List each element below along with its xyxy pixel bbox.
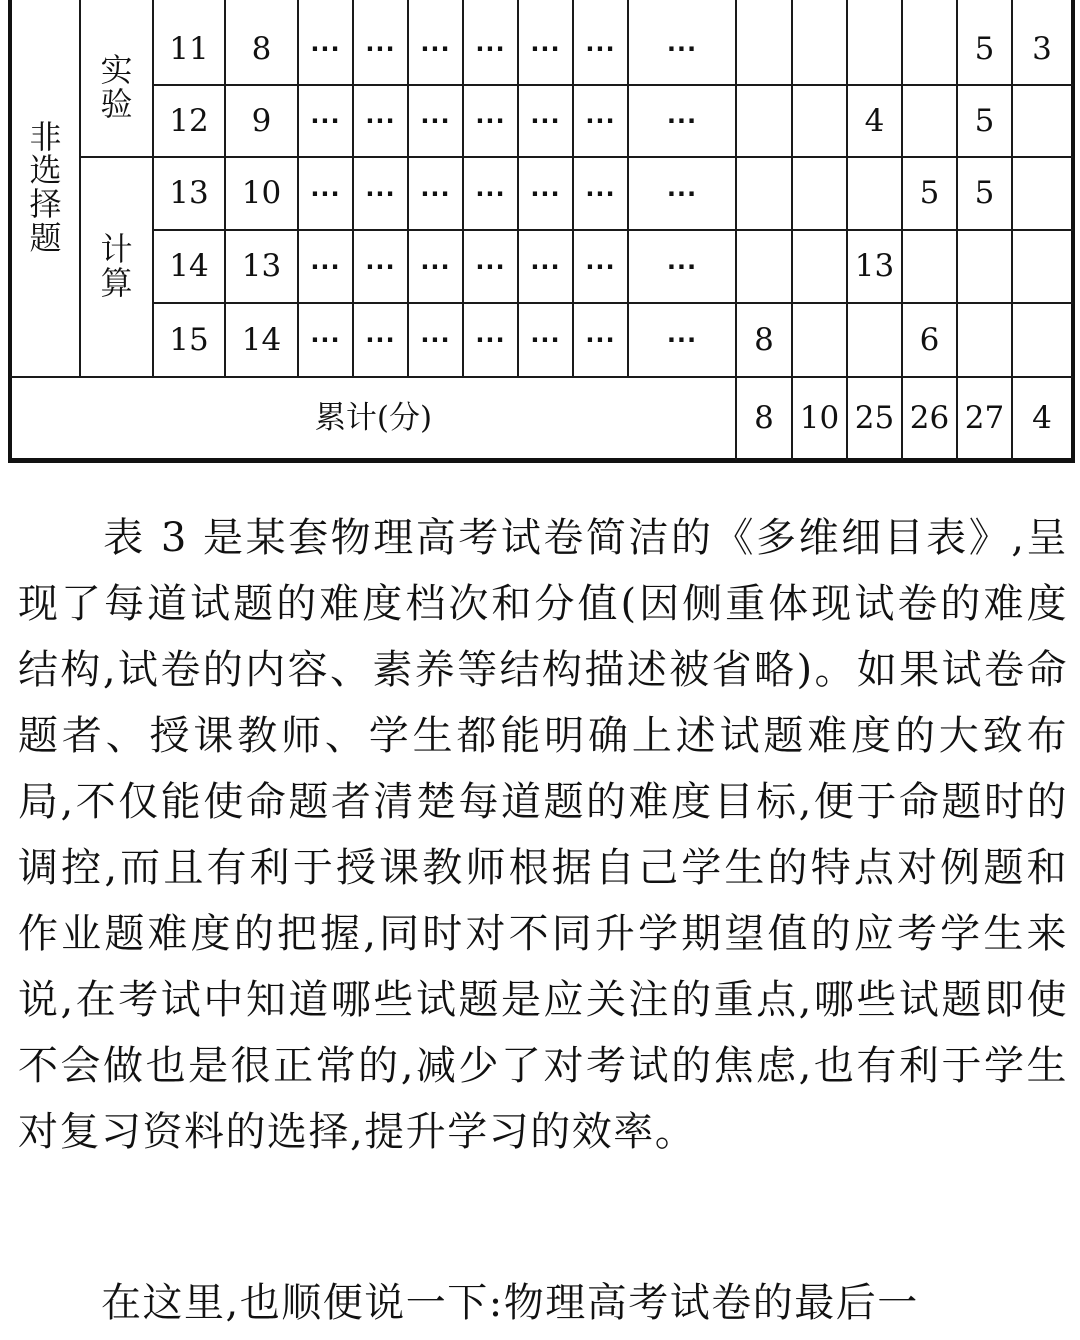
score-cell: [903, 86, 956, 156]
score-cell: [958, 304, 1011, 376]
total-cell: 10: [799, 399, 840, 436]
body-paragraph: 表 3 是某套物理高考试卷简洁的《多维细目表》,呈现了每道试题的难度档次和分值(因侧重体现试卷的难度结构,试卷的内容、素养等结构描述被省略)。如果试卷命题者、授课教师、学生都能明确上述试题难度的大致布局,不仅能使命题者清楚每道题的难度目标,便于命题时的调控,而且有利于授课教师根据自己学生的特点对例题和作业题难度的把握,同时对不同升学期望值的应考学生来说,在考试中知道哪些试题是应关注的重点,哪些试题即使不会做也是很正常的,减少了对考试的焦虑,也有利于学生对复习资料的选择,提升学习的效率。: [18, 515, 1068, 1155]
table-border-right: [1071, 0, 1075, 462]
subcategory-calculation: 计 算: [100, 230, 133, 302]
score-cell: [903, 14, 956, 84]
score-cell: [1013, 86, 1071, 156]
score-cell: 8: [754, 321, 774, 358]
score-cell: [1013, 231, 1071, 302]
ellipsis-cell: ···: [420, 179, 451, 208]
total-cell: 27: [964, 399, 1005, 436]
category-non-choice: 非 选 择 题: [29, 117, 62, 257]
question-number: 12: [169, 102, 209, 139]
score-cell: [793, 14, 846, 84]
score-cell: [737, 158, 791, 229]
ellipsis-cell: ···: [530, 179, 561, 208]
question-index: 10: [241, 175, 282, 211]
ellipsis-cell: ···: [530, 326, 561, 354]
score-cell: [737, 231, 791, 302]
score-cell: [793, 158, 846, 229]
question-index: 8: [251, 30, 272, 67]
ellipsis-cell: ···: [365, 35, 396, 63]
ellipsis-cell: ···: [365, 179, 396, 208]
score-cell: 5: [974, 30, 995, 67]
ellipsis-cell: ···: [365, 107, 396, 135]
subcategory-experiment: 实 验: [100, 51, 133, 123]
ellipsis-cell: ···: [420, 107, 451, 135]
ellipsis-cell: ···: [475, 252, 506, 281]
score-cell: 5: [919, 175, 940, 211]
question-index: 14: [241, 321, 282, 358]
ellipsis-cell: ···: [530, 252, 561, 281]
score-cell: [793, 231, 846, 302]
score-cell: [1013, 158, 1071, 229]
total-label: 累计(分): [314, 399, 433, 436]
score-cell: [903, 231, 956, 302]
ellipsis-cell: ···: [310, 107, 341, 135]
ellipsis-cell: ···: [666, 35, 698, 63]
score-cell: 13: [854, 248, 895, 284]
ellipsis-cell: ···: [420, 326, 451, 354]
score-cell: [793, 86, 846, 156]
total-cell: 25: [854, 399, 895, 436]
score-cell: 6: [919, 321, 940, 358]
difficulty-table: [0, 0, 1080, 470]
ellipsis-cell: ···: [666, 179, 698, 208]
score-cell: [1013, 304, 1071, 376]
score-cell: 5: [974, 102, 995, 139]
question-index: 13: [241, 248, 282, 284]
body-paragraph: 在这里,也顺便说一下:物理高考试卷的最后一: [18, 1280, 919, 1326]
ellipsis-cell: ···: [585, 179, 616, 208]
ellipsis-cell: ···: [530, 35, 561, 63]
ellipsis-cell: ···: [585, 252, 616, 281]
ellipsis-cell: ···: [310, 179, 341, 208]
total-cell: 4: [1032, 399, 1052, 436]
ellipsis-cell: ···: [420, 252, 451, 281]
score-cell: [848, 158, 901, 229]
ellipsis-cell: ···: [585, 107, 616, 135]
score-cell: [737, 86, 791, 156]
ellipsis-cell: ···: [666, 326, 698, 354]
score-cell: [737, 14, 791, 84]
ellipsis-cell: ···: [666, 252, 698, 281]
ellipsis-cell: ···: [585, 326, 616, 354]
question-number: 15: [169, 321, 209, 358]
score-cell: 5: [974, 175, 995, 211]
question-number: 14: [169, 248, 209, 284]
total-cell: 8: [754, 399, 774, 436]
ellipsis-cell: ···: [310, 252, 341, 281]
ellipsis-cell: ···: [475, 35, 506, 63]
ellipsis-cell: ···: [585, 35, 616, 63]
total-cell: 26: [909, 399, 950, 436]
ellipsis-cell: ···: [310, 326, 341, 354]
question-index: 9: [251, 102, 272, 139]
ellipsis-cell: ···: [475, 179, 506, 208]
question-number: 11: [169, 30, 209, 67]
score-cell: [848, 14, 901, 84]
question-number: 13: [169, 175, 209, 211]
score-cell: 3: [1032, 30, 1052, 67]
ellipsis-cell: ···: [365, 252, 396, 281]
score-cell: 4: [864, 102, 885, 139]
table-border-bottom: [8, 458, 1075, 463]
score-cell: [848, 304, 901, 376]
ellipsis-cell: ···: [666, 107, 698, 135]
ellipsis-cell: ···: [475, 326, 506, 354]
ellipsis-cell: ···: [530, 107, 561, 135]
ellipsis-cell: ···: [310, 35, 341, 63]
score-cell: [958, 231, 1011, 302]
ellipsis-cell: ···: [420, 35, 451, 63]
ellipsis-cell: ···: [475, 107, 506, 135]
ellipsis-cell: ···: [365, 326, 396, 354]
score-cell: [793, 304, 846, 376]
